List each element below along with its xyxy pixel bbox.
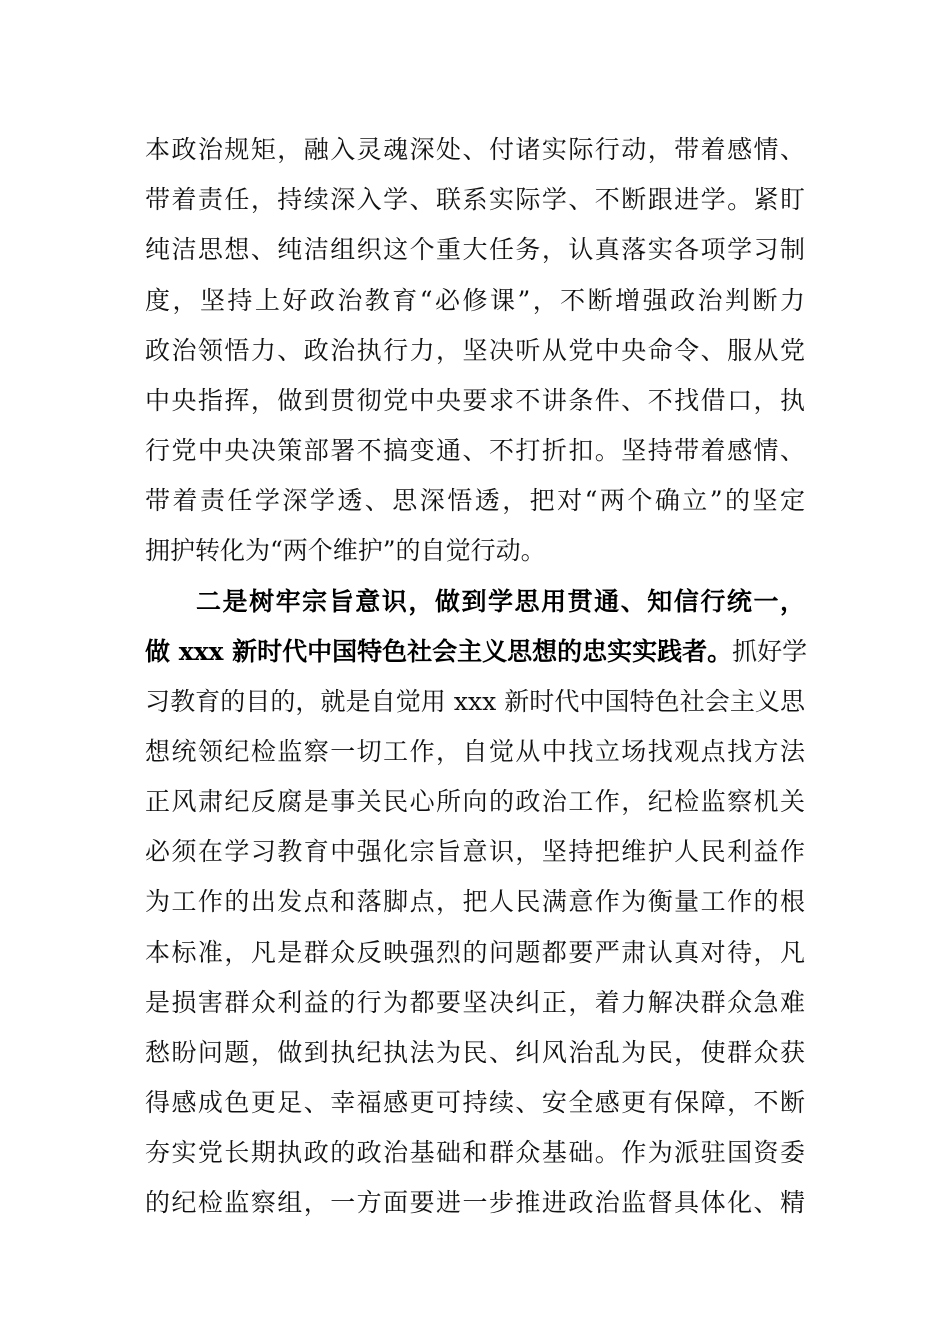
text-line: 是损害群众利益的行为都要坚决纠正，着力解决群众急难 bbox=[145, 988, 805, 1017]
text-line: 拥护转化为“两个维护”的自觉行动。 bbox=[145, 536, 546, 565]
text-line: 本标准，凡是群众反映强烈的问题都要严肃认真对待，凡 bbox=[145, 938, 805, 967]
text-line: 得感成色更足、幸福感更可持续、安全感更有保障，不断 bbox=[145, 1088, 805, 1117]
paragraph-heading-continued: 做 xxx 新时代中国特色社会主义思想的忠实实践者。 bbox=[145, 637, 733, 666]
text-line: 的纪检监察组，一方面要进一步推进政治监督具体化、精 bbox=[145, 1188, 805, 1217]
text-line: 必须在学习教育中强化宗旨意识，坚持把维护人民利益作 bbox=[145, 837, 805, 866]
text-line: 度，坚持上好政治教育“必修课”，不断增强政治判断力 bbox=[145, 286, 805, 315]
text-line: 政治领悟力、政治执行力，坚决听从党中央命令、服从党 bbox=[145, 336, 805, 365]
text-line: 行党中央决策部署不搞变通、不打折扣。坚持带着感情、 bbox=[145, 436, 805, 465]
text-line: 正风肃纪反腐是事关民心所向的政治工作，纪检监察机关 bbox=[145, 787, 805, 816]
text-line: 纯洁思想、纯洁组织这个重大任务，认真落实各项学习制 bbox=[145, 235, 805, 264]
text-line: 愁盼问题，做到执纪执法为民、纠风治乱为民，使群众获 bbox=[145, 1038, 805, 1067]
text-line: 带着责任，持续深入学、联系实际学、不断跟进学。紧盯 bbox=[145, 185, 805, 214]
text-line: 带着责任学深学透、思深悟透，把对“两个确立”的坚定 bbox=[145, 486, 805, 515]
text-line: 想统领纪检监察一切工作，自觉从中找立场找观点找方法 bbox=[145, 737, 805, 766]
paragraph-heading: 二是树牢宗旨意识，做到学思用贯通、知信行统一， bbox=[196, 587, 805, 616]
text-line: 中央指挥，做到贯彻党中央要求不讲条件、不找借口，执 bbox=[145, 386, 805, 415]
text-line: 为工作的出发点和落脚点，把人民满意作为衡量工作的根 bbox=[145, 887, 805, 916]
text-line-mixed bbox=[145, 632, 808, 672]
text-line: 习教育的目的，就是自觉用 xxx 新时代中国特色社会主义思 bbox=[145, 687, 805, 716]
text-line: 本政治规矩，融入灵魂深处、付诸实际行动，带着感情、 bbox=[145, 135, 805, 164]
text-fragment: 抓好学 bbox=[732, 637, 808, 666]
text-line: 夯实党长期执政的政治基础和群众基础。作为派驻国资委 bbox=[145, 1138, 805, 1167]
